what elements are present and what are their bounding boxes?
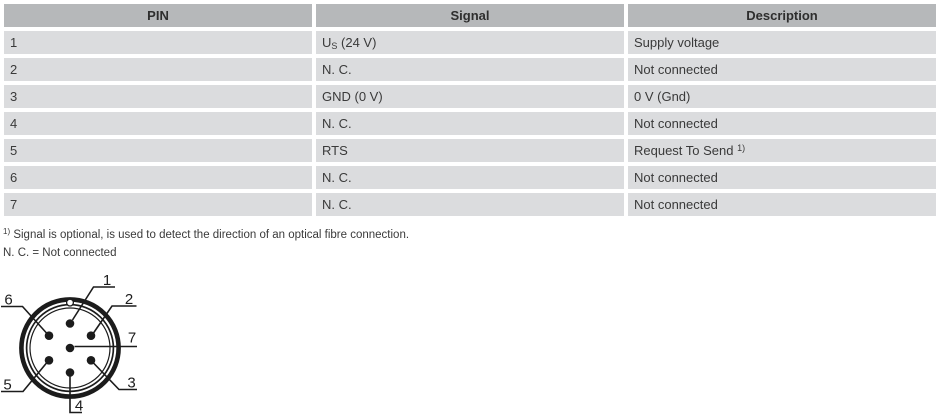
pin-cell [4, 193, 312, 216]
table-row [4, 193, 936, 216]
footnote-2-text: N. C. = Not connected [3, 246, 117, 259]
pin-number: 4 [10, 116, 18, 131]
pin-label-1: 1 [102, 272, 112, 289]
table-row [4, 58, 936, 81]
signal-text: N. C. [322, 61, 352, 77]
signal-cell [316, 139, 624, 162]
table-row [4, 112, 936, 135]
signal-text: N. C. [322, 169, 352, 185]
signal-text: RTS [322, 142, 348, 158]
column-header-description: Description [628, 4, 936, 27]
pin-cell [4, 112, 312, 135]
signal-text: N. C. [322, 196, 352, 212]
signal-cell [316, 31, 624, 54]
description-text: Not connected [634, 197, 718, 212]
description-text: Supply voltage [634, 35, 720, 50]
pin-label-6: 6 [4, 291, 13, 309]
signal-text: N. C. [322, 115, 352, 131]
footnotes [3, 223, 940, 262]
signal-text-suffix: (24 V) [337, 34, 377, 50]
pin-dot-6 [45, 331, 54, 340]
pin-dot-5 [45, 356, 54, 365]
signal-cell [316, 58, 624, 81]
column-header-pin: PIN [4, 4, 312, 27]
pin-dot-7 [66, 344, 75, 353]
description-cell [628, 58, 936, 81]
column-header-signal: Signal [316, 4, 624, 27]
pin-cell [4, 166, 312, 189]
pin-dot-2 [87, 331, 96, 340]
footnote-1-marker: 1) [3, 227, 11, 236]
description-cell [628, 112, 936, 135]
pin-label-2: 2 [124, 291, 134, 308]
signal-cell [316, 85, 624, 108]
pin-number: 3 [10, 89, 18, 104]
pin-dot-1 [66, 319, 75, 328]
pin-dot-4 [66, 368, 75, 377]
pin-cell [4, 85, 312, 108]
pin-label-3: 3 [127, 374, 136, 392]
connector-pinout-diagram [0, 270, 150, 416]
description-cell [628, 31, 936, 54]
pin-label-5: 5 [3, 376, 12, 394]
description-cell [628, 166, 936, 189]
table-row [4, 166, 936, 189]
table-row [4, 31, 936, 54]
table-row [4, 85, 936, 108]
pin-number: 6 [10, 170, 18, 185]
pin-number: 2 [10, 62, 18, 77]
pin-cell [4, 139, 312, 162]
pin-number: 5 [10, 143, 18, 158]
pin-number: 7 [10, 197, 18, 212]
signal-cell [316, 166, 624, 189]
pin-cell [4, 31, 312, 54]
signal-text: U [322, 34, 332, 50]
description-cell [628, 193, 936, 216]
signal-text: GND (0 V) [322, 88, 383, 104]
description-text: Not connected [634, 116, 718, 131]
table-header-row [4, 4, 936, 27]
description-text: 0 V (Gnd) [634, 89, 691, 104]
description-footnote-marker: 1) [737, 143, 746, 153]
pin-number: 1 [10, 35, 18, 50]
footnote-1-text: Signal is optional, is used to detect the direction of an optical fibre connection. [10, 229, 410, 241]
footnote-2 [3, 245, 940, 263]
table-row [4, 139, 936, 162]
description-cell [628, 139, 936, 162]
description-text: Request To Send [634, 143, 738, 158]
pin-label-7: 7 [127, 329, 137, 347]
description-text: Not connected [634, 170, 718, 185]
signal-cell [316, 193, 624, 216]
footnote-1 [3, 223, 940, 245]
pin-label-4: 4 [74, 397, 84, 415]
pin-cell [4, 58, 312, 81]
signal-subscript: S [331, 40, 338, 51]
keying-notch [67, 299, 74, 306]
signal-cell [316, 112, 624, 135]
description-text: Not connected [634, 62, 718, 77]
pin-dot-3 [87, 356, 96, 365]
description-cell [628, 85, 936, 108]
